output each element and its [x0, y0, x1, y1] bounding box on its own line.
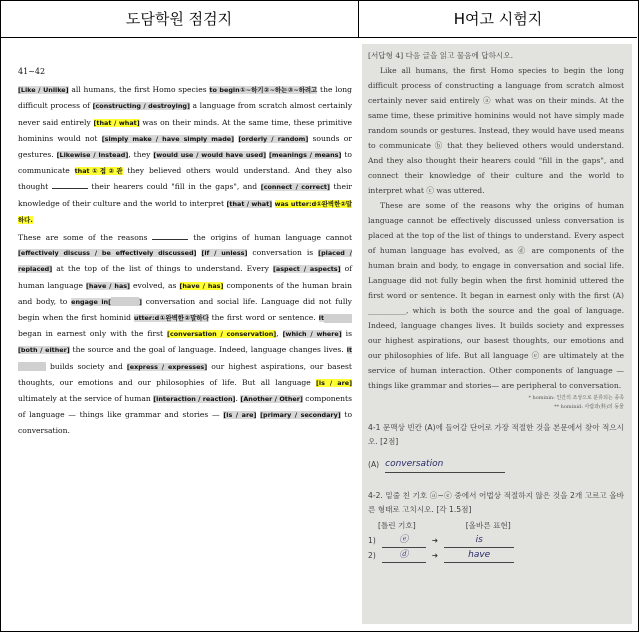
- highlighted-choice: [conversation / conservation]: [167, 330, 277, 339]
- choice-bracket: [would use / would have used]: [153, 151, 267, 160]
- col-correct-form: [올바른 표현]: [465, 521, 511, 530]
- row2-number: 2): [368, 550, 376, 560]
- highlighted-choice: [is / are]: [315, 378, 352, 387]
- choice-bracket: [constructing / destroying]: [92, 102, 190, 111]
- col-wrong-symbol: [틀린 기호]: [378, 521, 416, 530]
- exam-paragraph-1: Like all humans, the first Homo species to begin the long difficult process of constructing a language from scratch almost certainly never said entirely ⓐ what was on their minds. At the same time, these primitive hominins would not have simply made random sounds or gestures. Instead, they would have used means to communicate ⓑ that they believed others would understand. And they also thought their hearers could "fill in the gaps", and connect their knowledge of their culture and the world to interpret what ⓒ was uttered.: [368, 66, 624, 195]
- passage-text: conversation and social life. Language did not fully begin when the first hominid: [18, 296, 352, 323]
- passage-text: ultimately at the service of human: [18, 394, 154, 404]
- choice-bracket: [placed / replaced]: [18, 249, 352, 274]
- answer-table-header: [368, 519, 624, 533]
- choice-bracket: ]: [139, 297, 142, 306]
- choice-bracket: [Another / Other]: [240, 395, 303, 404]
- passage-text: evolved, as: [129, 280, 180, 290]
- passage-text: their knowledge of their culture and the world to interpret: [18, 182, 353, 208]
- highlighted-choice: was utter:d①완벽한②말하다.: [18, 199, 352, 224]
- highlighted-choice: [have / has]: [179, 281, 224, 290]
- blank-box: [18, 362, 46, 371]
- row2-answer: have: [444, 548, 514, 563]
- passage-text: at the top of the list of things to understand. Every: [52, 264, 274, 274]
- row1-answer: is: [444, 533, 514, 548]
- footnote-1: * hominin: 인간의 조상으로 분류되는 종족: [528, 395, 624, 401]
- passage-text: to communicate: [18, 150, 352, 176]
- choice-bracket: [effectively discuss / be effectively discussed]: [18, 249, 197, 258]
- passage-text: a language from scratch almost certainly never said entirely: [18, 101, 352, 127]
- passage-text: , they: [128, 150, 154, 160]
- passage-text: the origins of human language cannot: [188, 233, 352, 243]
- choice-bracket: [meanings / means]: [269, 151, 342, 160]
- choice-bracket: [express / expresses]: [126, 362, 208, 371]
- passage-text: sounds or gestures.: [18, 133, 352, 160]
- choice-bracket: [which / where]: [282, 330, 342, 339]
- answer-a-value: conversation: [385, 457, 505, 473]
- passage-text: their hearers could "fill in the gaps", and: [87, 182, 261, 192]
- answer-a-label: (A): [368, 460, 380, 469]
- passage-text: our highest aspirations, our basest thoughts, our emotions and our philosophies of life. But all language: [18, 361, 352, 387]
- passage-text: the first word or sentence.: [208, 313, 319, 323]
- passage-text: the long difficult process of: [18, 85, 352, 111]
- passage-text: began in earnest only with the first: [18, 329, 168, 339]
- row2-symbol: ⓓ: [382, 548, 426, 563]
- left-worksheet: [18, 64, 352, 441]
- exam-photo: [362, 44, 632, 624]
- choice-bracket: engage in[: [71, 297, 112, 306]
- choice-bracket: [if / unless]: [201, 249, 248, 258]
- left-paragraph-2: [18, 230, 352, 439]
- blank-box: [111, 297, 139, 306]
- passage-text: .: [235, 394, 241, 404]
- passage-text: was on their minds. At the same time, these primitive hominins would not: [18, 117, 353, 143]
- left-paragraph-1: [18, 82, 352, 228]
- arrow-icon: ➜: [431, 535, 439, 545]
- right-header: H여고 시험지: [359, 0, 637, 38]
- passage-text: conversation is: [247, 248, 319, 258]
- footnote-2: ** hominid: 사람과(科)의 동물: [554, 404, 624, 410]
- passage-text: all humans, the first Homo species: [68, 85, 210, 95]
- passage-text: to conversation.: [18, 410, 353, 436]
- exam-content: [368, 48, 624, 563]
- choice-bracket: [orderly / random]: [238, 134, 309, 143]
- choice-bracket: [Like / Unlike]: [18, 86, 69, 95]
- blank-line: [52, 180, 88, 189]
- answer-row-2: [368, 548, 624, 563]
- choice-bracket: [have / has]: [86, 281, 130, 290]
- highlighted-choice: that①접②관: [74, 167, 123, 176]
- choice-bracket: It: [346, 346, 353, 355]
- blank-box: [324, 314, 352, 323]
- blank-line: [152, 231, 188, 240]
- answer-row-1: [368, 533, 624, 548]
- left-header: 도담학원 점검지: [0, 0, 359, 38]
- choice-bracket: [primary / secondary]: [260, 411, 341, 420]
- answer-a-row: [368, 457, 624, 473]
- passage-text: the source and the goal of language. Indeed, language changes lives.: [69, 345, 347, 355]
- question-4-2: 4-2. 밑줄 친 기호 ⓐ~ⓔ 중에서 어법상 적절하지 않은 것을 2개 고르고 올바른 형태로 고치시오. [각 1.5점]: [368, 491, 624, 514]
- choice-bracket: [both / either]: [18, 346, 70, 355]
- row1-symbol: ⓔ: [382, 533, 426, 548]
- choice-bracket: [interaction / reaction]: [153, 395, 236, 404]
- choice-bracket: [that / what]: [226, 199, 273, 208]
- highlighted-choice: [that / what]: [93, 118, 140, 127]
- passage-text: components of language — things like grammar and stories —: [18, 394, 352, 420]
- question-number: 41~42: [18, 67, 46, 76]
- passage-text: is: [341, 329, 352, 339]
- exam-tag: [서답형 4] 다음 글을 읽고 물음에 답하시오.: [368, 51, 514, 60]
- arrow-icon: ➜: [431, 550, 439, 560]
- passage-text: components of the human brain and body, to: [18, 280, 352, 306]
- choice-bracket: to begin①~하기②~하는③~하려고: [209, 86, 318, 95]
- passage-text: These are some of the reasons: [18, 233, 153, 243]
- choice-bracket: [connect / correct]: [260, 183, 330, 192]
- exam-paragraph-2: These are some of the reasons why the origins of human language cannot be effectively discussed unless conversation is placed at the top of the list of things to understand. Every aspect of human language has evolved, as ⓓ are components of the human brain and body, to engage in conversation and social life. Language did not fully begin when the first hominid uttered the first word or sentence. It began in earnest only with the first (A) __________, which is both the source and the goal of language. Indeed, language changes lives. It builds society and expresses our highest aspirations, our basest thoughts, our emotions and our philosophies of life. But all language ⓔ are ultimately at the service of human interaction. Other components of language —things like grammar and stories— are peripheral to conversation.: [368, 201, 624, 390]
- choice-bracket: utter:d①완벽한②말하다: [133, 314, 209, 323]
- choice-bracket: It: [318, 314, 324, 323]
- row1-number: 1): [368, 535, 376, 545]
- choice-bracket: [Likewise / Instead]: [56, 151, 129, 160]
- choice-bracket: [aspect / aspects]: [273, 265, 341, 274]
- question-4-1: 4-1 문맥상 빈칸 (A)에 들어갈 단어로 가장 적절한 것을 본문에서 찾아 적으시오. [2점]: [368, 423, 624, 446]
- passage-text: of human language: [18, 264, 352, 290]
- passage-text: they believed others would understand. And they also thought: [18, 166, 352, 192]
- passage-text: builds society and: [46, 361, 127, 371]
- passage-text: ,: [276, 329, 283, 339]
- choice-bracket: [is / are]: [223, 411, 257, 420]
- choice-bracket: [simply make / have simply made]: [101, 134, 235, 143]
